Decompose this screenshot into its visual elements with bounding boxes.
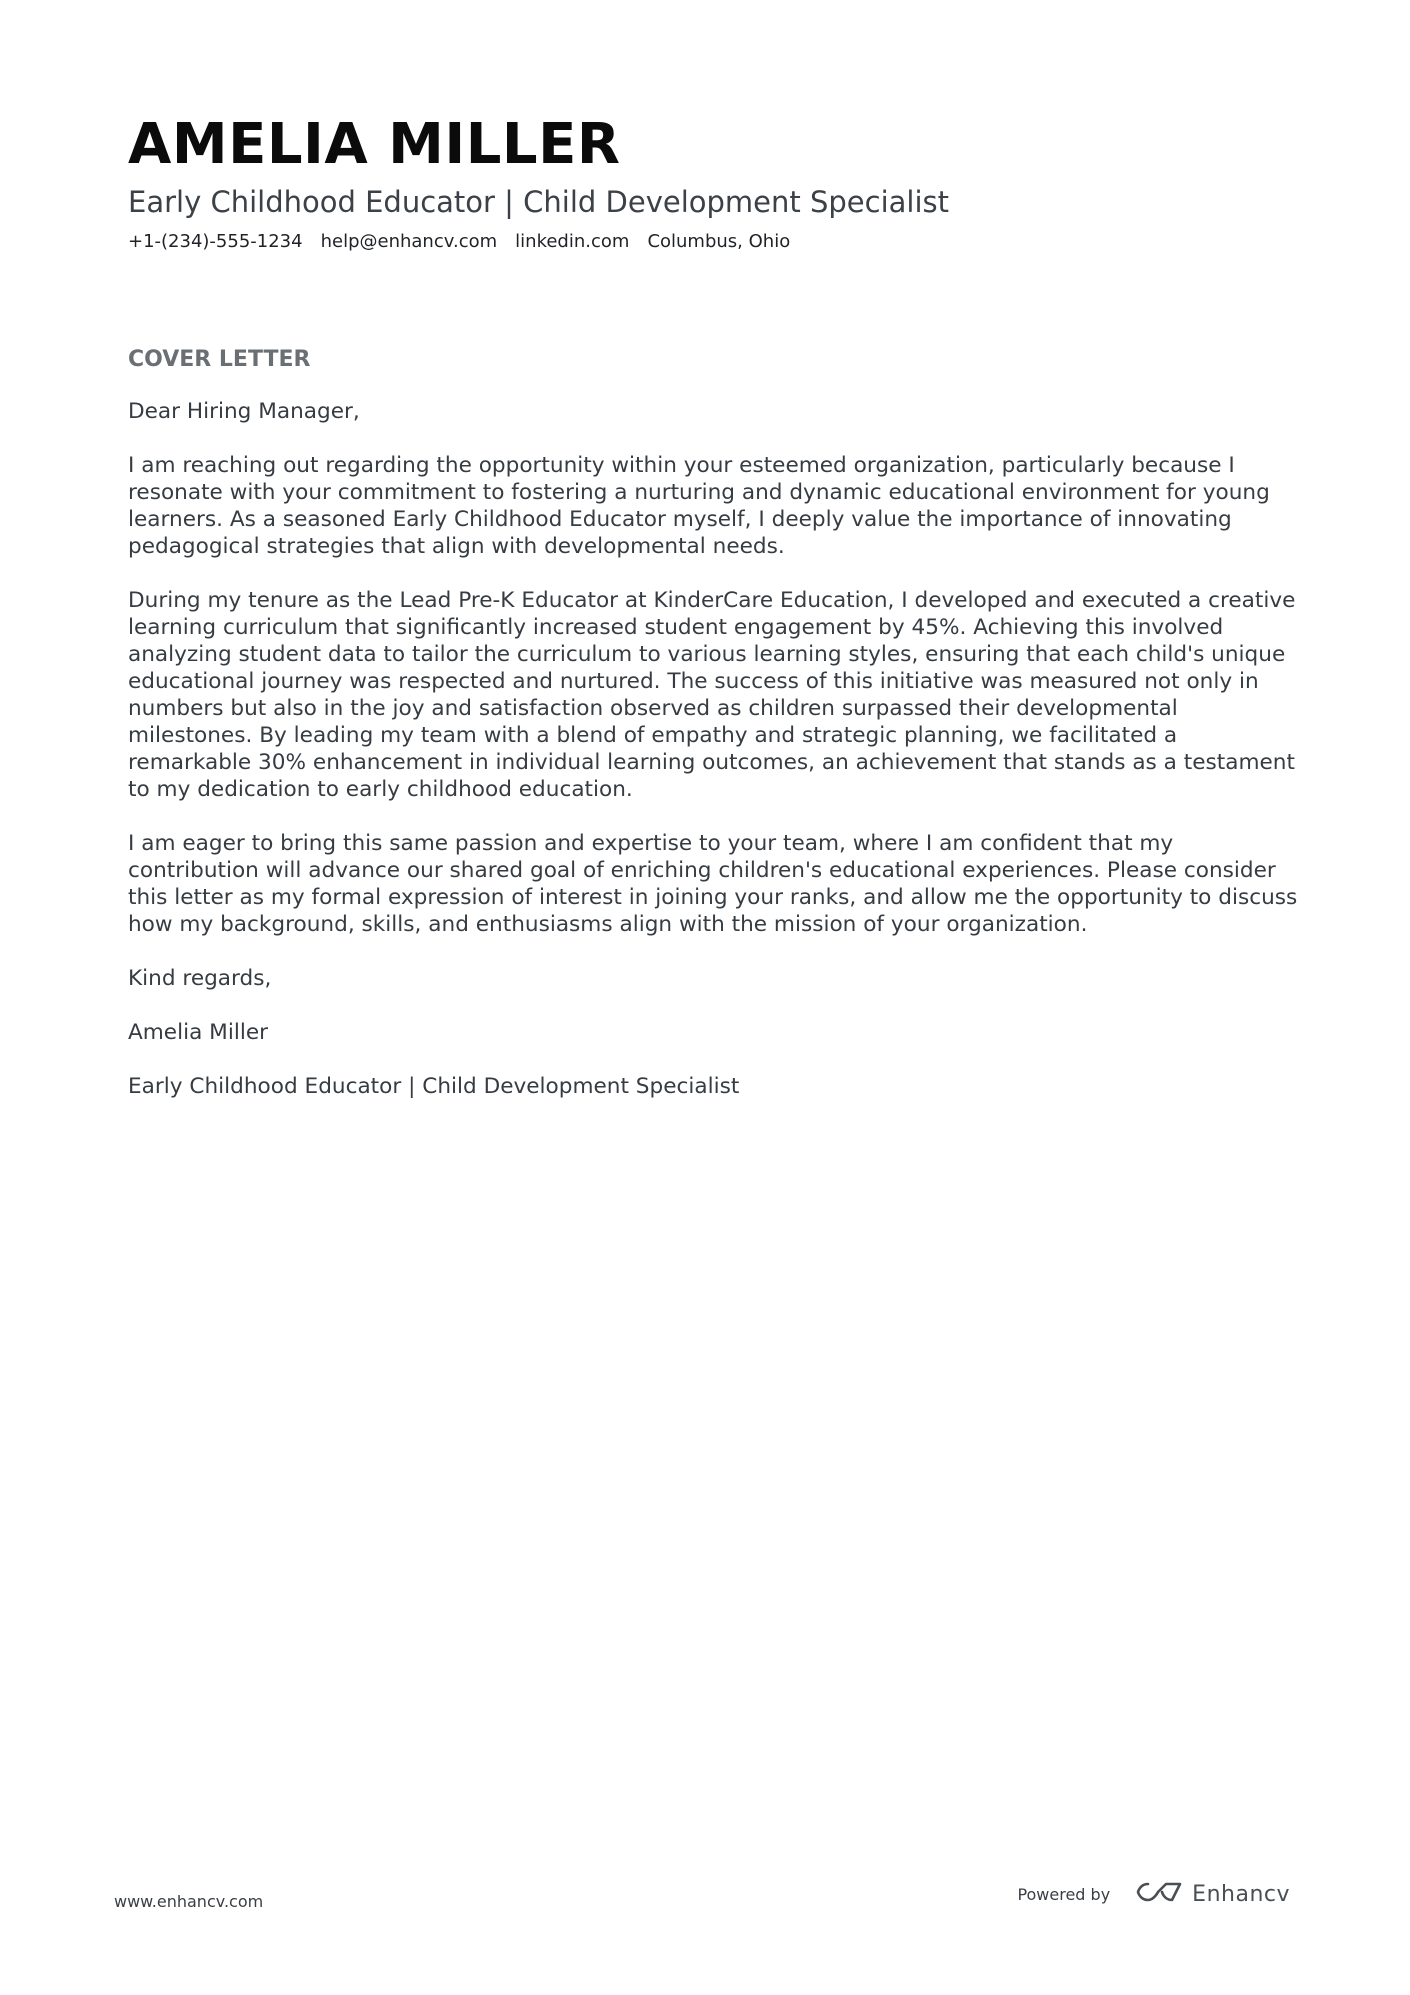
contact-location: Columbus, Ohio [647, 231, 791, 252]
powered-by-label: Powered by [1017, 1884, 1111, 1904]
footer-branding [1017, 1880, 1290, 1908]
greeting: Dear Hiring Manager, [128, 399, 360, 424]
letter-body [128, 398, 1298, 1127]
signature-title: Early Childhood Educator | Child Development Specialist [128, 1074, 740, 1099]
footer-website[interactable]: www.enhancv.com [114, 1892, 264, 1911]
header [128, 112, 1288, 254]
paragraph-2: During my tenure as the Lead Pre-K Educator at KinderCare Education, I developed and executed a creative learning curriculum that significantly increased student engagement by 45%. Achieving this involved analyzing student data to tailor the curriculum to various learning styles, ensuring that each child's unique educational journey was respected and nurtured. The success of this initiative was measured not only in numbers but also in the joy and satisfaction observed as children surpassed their developmental milestones. By leading my team with a blend of empathy and strategic planning, we facilitated a remarkable 30% enhancement in individual learning outcomes, an achievement that stands as a testament to my dedication to early childhood education. [128, 588, 1296, 802]
contact-info [128, 230, 1288, 254]
contact-phone: +1-(234)-555-1234 [128, 231, 303, 252]
contact-email[interactable]: help@enhancv.com [320, 231, 498, 252]
brand-name: Enhancv [1192, 1881, 1290, 1907]
applicant-name: AMELIA MILLER [128, 112, 621, 177]
section-title: COVER LETTER [128, 347, 311, 372]
headline: Early Childhood Educator | Child Development Specialist [128, 185, 950, 219]
paragraph-3: I am eager to bring this same passion and expertise to your team, where I am confident that my contribution will advance our shared goal of enriching children's educational experiences. Please consider this letter as my formal expression of interest in joining your ranks, and allow me the opportunity to discuss how my background, skills, and enthusiasms align with the mission of your organization. [128, 831, 1298, 937]
enhancv-logo-icon [1136, 1880, 1182, 1908]
brand-link[interactable] [1136, 1880, 1290, 1908]
closing: Kind regards, [128, 966, 272, 991]
contact-linkedin[interactable]: linkedin.com [515, 231, 630, 252]
signature-name: Amelia Miller [128, 1020, 268, 1045]
paragraph-1: I am reaching out regarding the opportunity within your esteemed organization, particularly because I resonate with your commitment to fostering a nurturing and dynamic educational environment for young learners. As a seasoned Early Childhood Educator myself, I deeply value the importance of innovating pedagogical strategies that align with developmental needs. [128, 453, 1270, 559]
